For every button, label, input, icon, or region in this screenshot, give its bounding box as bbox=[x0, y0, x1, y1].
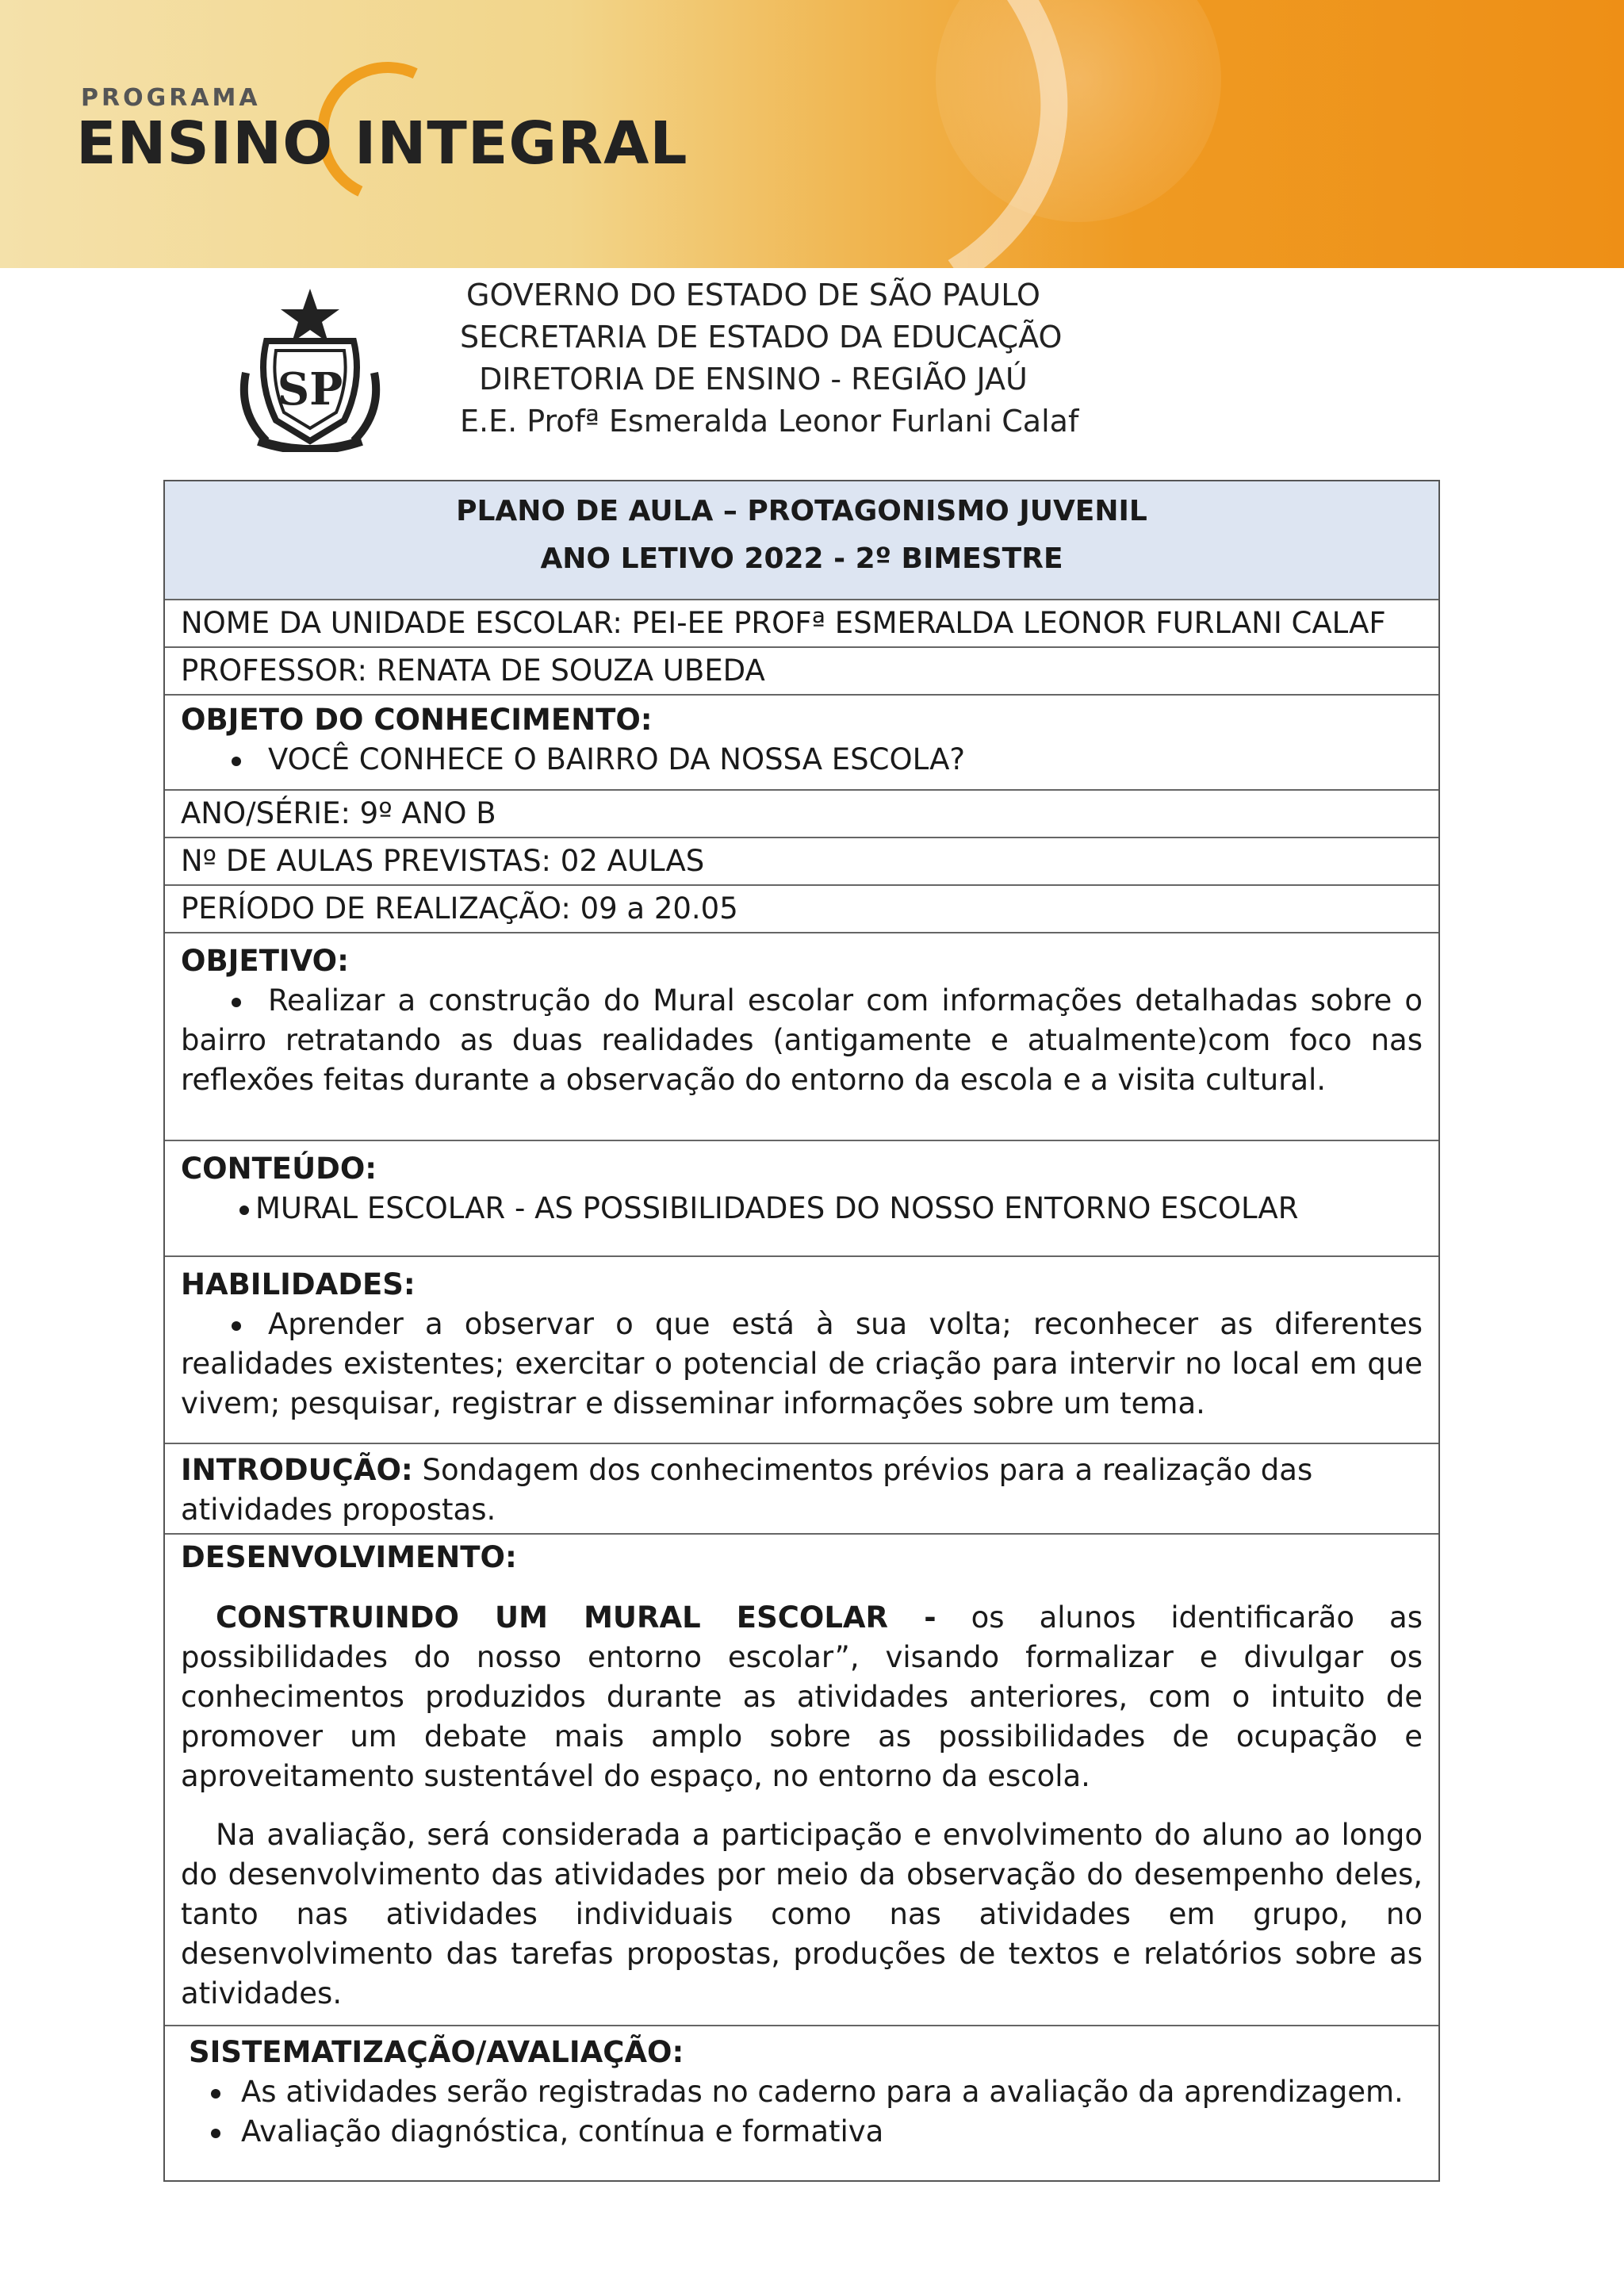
period-row: PERÍODO DE REALIZAÇÃO: 09 a 20.05 bbox=[165, 884, 1438, 932]
plan-subtitle: ANO LETIVO 2022 - 2º BIMESTRE bbox=[540, 542, 1063, 575]
section-label: CONTEÚDO: bbox=[181, 1152, 377, 1186]
header-line: DIRETORIA DE ENSINO - REGIÃO JAÚ bbox=[479, 362, 1028, 397]
plan-title: PLANO DE AULA – PROTAGONISMO JUVENIL bbox=[456, 495, 1147, 527]
school-unit-row: NOME DA UNIDADE ESCOLAR: PEI-EE PROFª ESMERALDA LEONOR FURLANI CALAF bbox=[165, 599, 1438, 646]
skills-row bbox=[165, 1255, 1438, 1443]
section-label: SISTEMATIZAÇÃO/AVALIAÇÃO: bbox=[189, 2035, 684, 2069]
evaluation-paragraph: Na avaliação, será considerada a participação e envolvimento do aluno ao longo do desenvolvimento das atividades por meio da observação do desempenho deles, tanto nas atividades individuais como nas atividades em grupo, no desenvolvimento das tarefas propostas, produções de textos e relatórios sobre as atividades. bbox=[181, 1818, 1423, 2010]
objective-text: Realizar a construção do Mural escolar com informações detalhadas sobre o bairro retratando as duas realidades (antigamente e atualmente)com foco nas reflexões feitas durante a observação do entorno da escola e a visita cultural. bbox=[181, 983, 1423, 1097]
list-item-text: As atividades serão registradas no caderno para a avaliação da aprendizagem. bbox=[241, 2075, 1404, 2109]
bullet-icon bbox=[232, 998, 241, 1007]
systematization-list bbox=[189, 2072, 1423, 2152]
introduction-text: Sondagem dos conhecimentos prévios para a realização das atividades propostas. bbox=[181, 1453, 1313, 1527]
grade-row: ANO/SÉRIE: 9º ANO B bbox=[165, 789, 1438, 837]
section-label: INTRODUÇÃO: bbox=[181, 1453, 413, 1487]
bullet-icon bbox=[232, 757, 241, 766]
program-banner bbox=[0, 0, 1624, 268]
content-item: MURAL ESCOLAR - AS POSSIBILIDADES DO NOSSO ENTORNO ESCOLAR bbox=[255, 1191, 1299, 1225]
program-label: PROGRAMA bbox=[81, 84, 261, 112]
section-label: OBJETO DO CONHECIMENTO: bbox=[181, 703, 653, 737]
knowledge-object-item: VOCÊ CONHECE O BAIRRO DA NOSSA ESCOLA? bbox=[268, 742, 966, 776]
systematization-row bbox=[165, 2025, 1438, 2180]
classes-row: Nº DE AULAS PREVISTAS: 02 AULAS bbox=[165, 837, 1438, 884]
plan-title-cell bbox=[165, 481, 1438, 599]
introduction-row bbox=[165, 1443, 1438, 1533]
skills-paragraph bbox=[181, 1305, 1423, 1424]
objective-row bbox=[165, 932, 1438, 1140]
content-row bbox=[165, 1140, 1438, 1255]
section-label: DESENVOLVIMENTO: bbox=[181, 1540, 517, 1574]
lesson-plan-table bbox=[163, 480, 1440, 2182]
list-item bbox=[189, 2072, 1423, 2112]
government-header bbox=[460, 274, 1079, 443]
header-line: GOVERNO DO ESTADO DE SÃO PAULO bbox=[466, 278, 1040, 312]
header-line: SECRETARIA DE ESTADO DA EDUCAÇÃO bbox=[460, 320, 1063, 355]
skills-text: Aprender a observar o que está à sua volta; reconhecer as diferentes realidades existentes; exercitar o potencial de criação para intervir no local em que vivem; pesquisar, registrar e disseminar informações sobre um tema. bbox=[181, 1307, 1423, 1420]
sao-paulo-seal-icon bbox=[235, 286, 385, 452]
knowledge-object-row bbox=[165, 694, 1438, 789]
bullet-icon bbox=[211, 2089, 220, 2099]
program-logo: ENSINO INTEGRAL bbox=[76, 109, 688, 178]
teacher-row: PROFESSOR: RENATA DE SOUZA UBEDA bbox=[165, 646, 1438, 694]
section-label: OBJETIVO: bbox=[181, 944, 349, 978]
list-item bbox=[189, 2112, 1423, 2152]
bullet-icon bbox=[239, 1205, 249, 1215]
list-item-text: Avaliação diagnóstica, contínua e formativa bbox=[241, 2114, 884, 2148]
section-label: HABILIDADES: bbox=[181, 1267, 416, 1301]
development-paragraph bbox=[181, 1598, 1423, 1796]
seal-text: SP bbox=[277, 363, 343, 416]
development-heading: CONSTRUINDO UM MURAL ESCOLAR - bbox=[216, 1600, 936, 1635]
development-row bbox=[165, 1533, 1438, 2025]
bullet-icon bbox=[232, 1321, 241, 1331]
bullet-icon bbox=[211, 2129, 220, 2138]
objective-paragraph bbox=[181, 981, 1423, 1100]
header-line: E.E. Profª Esmeralda Leonor Furlani Calaf bbox=[460, 404, 1079, 439]
development-text: os alunos identificarão as possibilidades do nosso entorno escolar”, visando formalizar e divulgar os conhecimentos produzidos durante as atividades anteriores, com o intuito de promover um debate mais amplo sobre as possibilidades de ocupação e aproveitamento sustentável do espaço, no entorno da escola. bbox=[181, 1600, 1423, 1793]
